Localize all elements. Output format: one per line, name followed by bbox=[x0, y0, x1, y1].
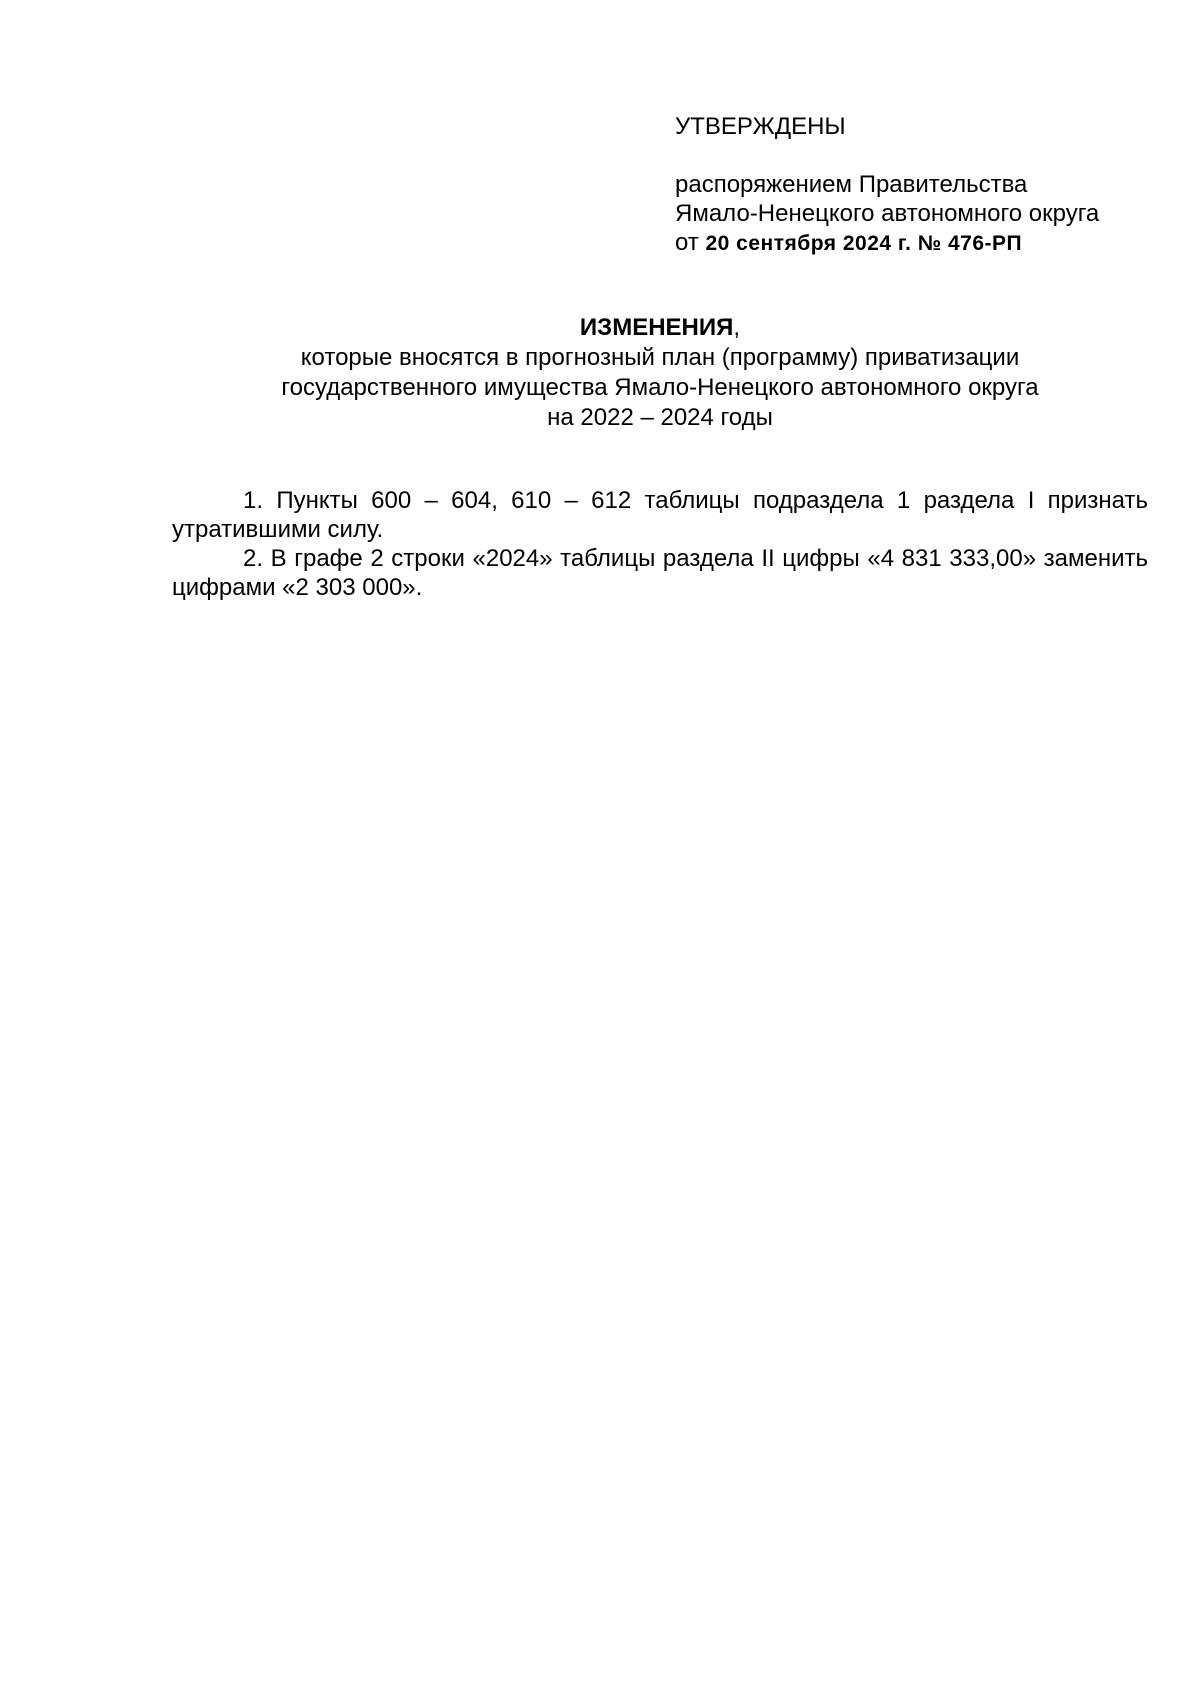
title-line-2: государственного имущества Ямало-Ненецкого автономного округа bbox=[281, 374, 1039, 401]
decree-line-2: Ямало-Ненецкого автономного округа bbox=[675, 200, 1100, 227]
item-1: 1. Пункты 600 – 604, 610 – 612 таблицы подраздела 1 раздела I признать утратившими силу. bbox=[172, 487, 1148, 543]
decree-date-number: 20 сентября 2024 г. № 476-РП bbox=[705, 232, 1023, 255]
date-prefix: от bbox=[675, 229, 699, 256]
item-2: 2. В графе 2 строки «2024» таблицы раздела II цифры «4 831 333,00» заменить цифрами «2 303 000». bbox=[172, 545, 1148, 601]
decree-date-line bbox=[675, 228, 1175, 258]
title-block bbox=[172, 313, 1148, 433]
title-heading-suffix: , bbox=[733, 314, 741, 341]
title-heading-line bbox=[172, 313, 1148, 343]
document-body bbox=[172, 486, 1148, 602]
title-heading: ИЗМЕНЕНИЯ bbox=[579, 314, 734, 341]
approved-label: УТВЕРЖДЕНЫ bbox=[675, 113, 846, 140]
approval-block bbox=[675, 112, 1175, 258]
title-line-1: которые вносятся в прогнозный план (программу) приватизации bbox=[300, 344, 1020, 371]
title-line-3: на 2022 – 2024 годы bbox=[547, 404, 773, 431]
decree-line-1: распоряжением Правительства bbox=[675, 171, 1028, 198]
